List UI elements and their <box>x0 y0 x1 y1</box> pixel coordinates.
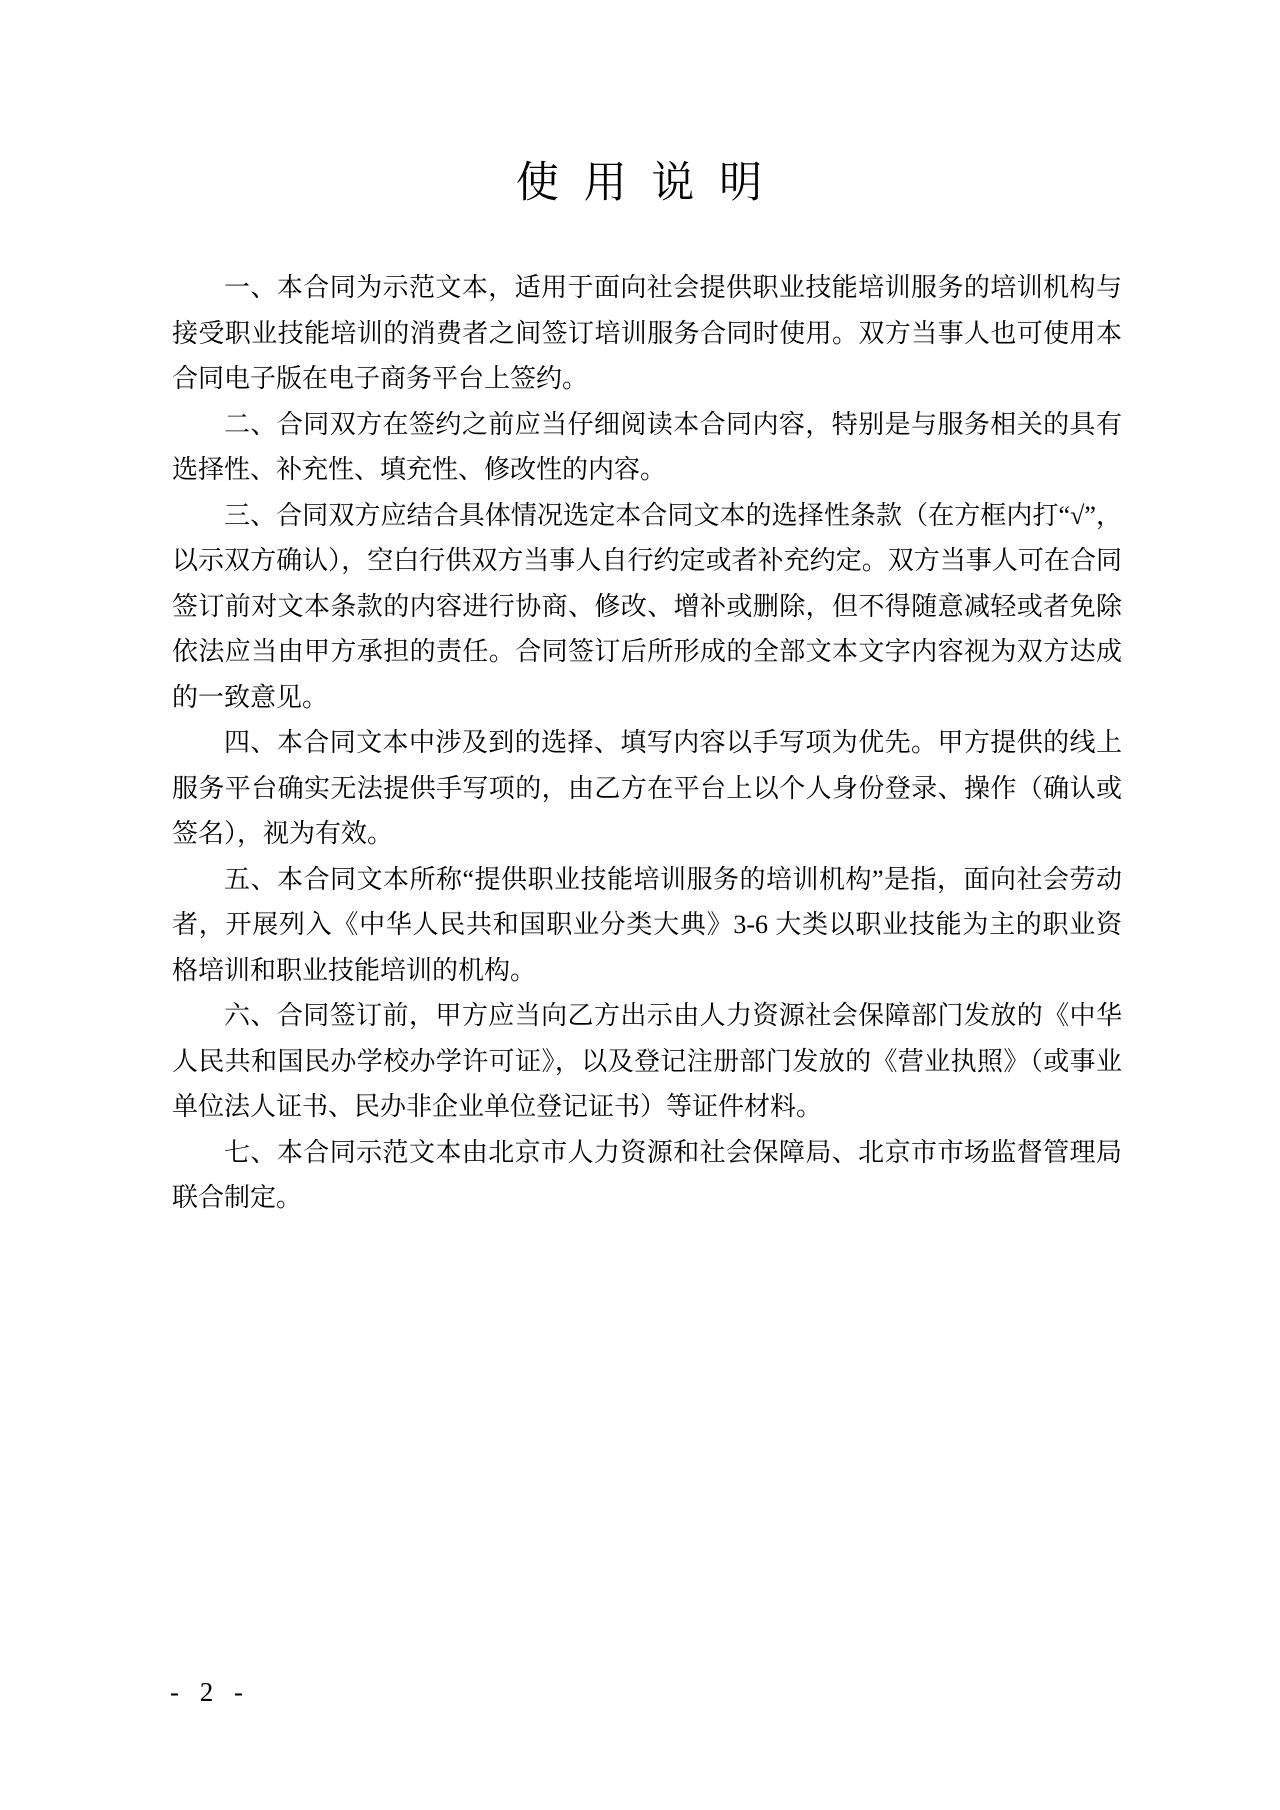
paragraph-6: 六、合同签订前，甲方应当向乙方出示由人力资源社会保障部门发放的《中华人民共和国民办学校办学许可证》，以及登记注册部门发放的《营业执照》（或事业单位法人证书、民办非企业单位登记证书）等证件材料。 <box>172 1001 1122 1121</box>
paragraph-4: 四、本合同文本中涉及到的选择、填写内容以手写项为优先。甲方提供的线上服务平台确实无法提供手写项的，由乙方在平台上以个人身份登录、操作（确认或签名），视为有效。 <box>172 728 1122 848</box>
paragraph-5: 五、本合同文本所称“提供职业技能培训服务的培训机构”是指，面向社会劳动者，开展列入《中华人民共和国职业分类大典》3-6 大类以职业技能为主的职业资格培训和职业技能培训的机构。 <box>172 864 1122 985</box>
paragraph-3: 三、合同双方应结合具体情况选定本合同文本的选择性条款（在方框内打“√”，以示双方确认），空白行供双方当事人自行约定或者补充约定。双方当事人可在合同签订前对文本条款的内容进行协商、修改、增补或删除，但不得随意减轻或者免除依法应当由甲方承担的责任。合同签订后所形成的全部文本文字内容视为双方达成的一致意见。 <box>172 500 1122 712</box>
paragraph-7: 七、本合同示范文本由北京市人力资源和社会保障局、北京市市场监督管理局联合制定。 <box>172 1137 1122 1212</box>
page-number: - 2 - <box>170 1677 245 1707</box>
paragraph-2: 二、合同双方在签约之前应当仔细阅读本合同内容，特别是与服务相关的具有选择性、补充性、填充性、修改性的内容。 <box>172 409 1122 484</box>
paragraph-1: 一、本合同为示范文本，适用于面向社会提供职业技能培训服务的培训机构与接受职业技能培训的消费者之间签订培训服务合同时使用。双方当事人也可使用本合同电子版在电子商务平台上签约。 <box>172 273 1122 393</box>
document-body <box>172 265 1122 1221</box>
page-title: 使 用 说 明 <box>515 160 765 207</box>
